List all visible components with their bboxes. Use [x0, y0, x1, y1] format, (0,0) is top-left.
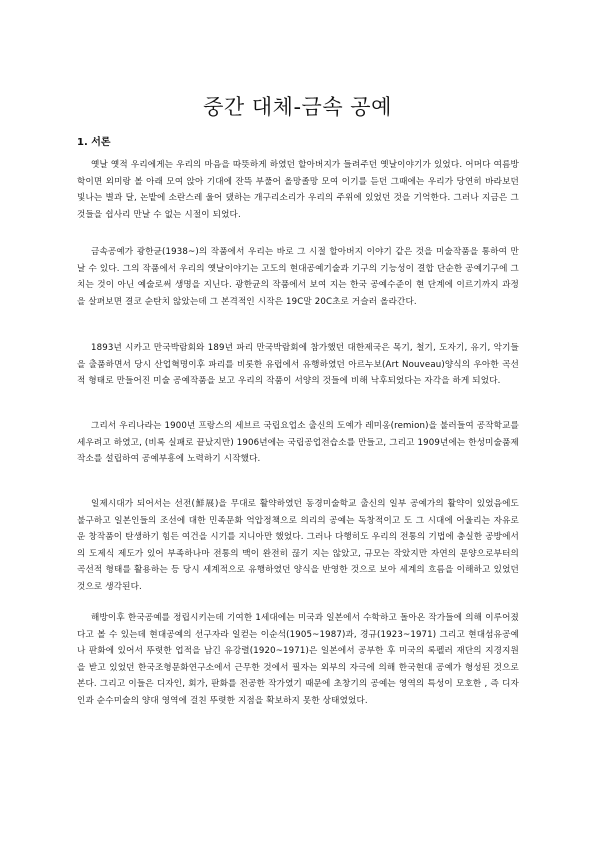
paragraph: 그리서 우리나라는 1900년 프랑스의 세브르 국립요업소 출신의 도예가 레미옹(remion)을 불러들여 공작학교를 세우려고 하였고, (비록 실패로 끝났지만) 1906년에는 국립공업전습소를 만들고, 그리고 1909년에는 한성미술품제작소를 설립하여 공예부흥에 노력하기 시작했다. — [77, 421, 519, 464]
paragraph: 일제시대가 되어서는 선전(鮮展)을 무대로 활약하였던 동경미술학교 출신의 일부 공예가의 활약이 있었음에도 불구하고 일본인들의 조선에 대한 민족문화 억압정책으로 의리의 공예는 독창적이고 도 그 시대에 어울리는 자유로운 창작품이 탄생하기 힘든 여건을 시기를 지니아만 했었다. 그러나 다행히도 우리의 전통의 기법에 충실한 공방에서의 도제식 제도가 있어 부족하나마 전통의 맥이 완전히 끊기 지는 않았고, 규모는 작았지만 자연의 문양으로부터의 곡선적 형태를 활용하는 등 당시 세계적으로 유행하였던 양식을 반영한 것으로 보아 세계의 흐름을 이해하고 있었던 것으로 생각된다. — [77, 499, 519, 592]
paragraph: 금속공예가 광한균(1938~)의 작품에서 우리는 바로 그 시절 할아버지 이야기 같은 것을 미술작품을 통하여 만날 수 있다. 그의 작품에서 우리의 옛날이야기는 고도의 현대공예기술과 기구의 기능성이 결합 단순한 공예기구에 그치는 것이 아닌 예술로써 생명을 지닌다. 광한균의 작품에서 보여 지는 한국 공예수준이 현 단계에 이르기까지 과정을 살펴보면 결코 순탄치 않았는데 그 본격적인 시작은 19C말 20C초로 거슬러 올라간다. — [77, 247, 519, 307]
section-heading: 1. 서론 — [77, 137, 111, 148]
paragraph: 1893년 시카고 만국박람회와 189년 파리 만국박람회에 참가했던 대한제국은 목기, 철기, 도자기, 유기, 악기들을 출품하면서 당시 산업혁명이후 파리를 비롯한 유럽에서 유행하였던 아르누보(Art Nouveau)양식의 우아한 곡선적 형태로 만들어진 미술 공예작품을 보고 우리의 작품이 서양의 것들에 비해 낙후되었다는 자각을 하게 되었다. — [77, 343, 519, 386]
paragraph: 옛날 옛적 우리에게는 우리의 마음을 따뜻하게 하였던 할아버지가 들려주던 옛날이야기가 있었다. 어머다 여름방학이면 외미랑 볼 아래 모여 앉아 기대에 잔뜩 부풀어 올망졸망 모여 이기를 듣던 그때에는 우리가 당연히 바라보던 빛나는 별과 달, 논밭에 소란스레 울어 댔하는 개구리소리가 우리의 주위에 있었던 것을 기억한다. 그러나 지금은 그것들을 쉽사리 만날 수 없는 시절이 되었다. — [77, 160, 519, 220]
paragraph: 해방이후 한국공예를 정립시키는데 기여한 1세대에는 미국과 일본에서 수학하고 돌아온 작가들에 의해 이루어졌다고 볼 수 있는데 현대공예의 선구자라 일컫는 이순석(1905~1987)과, 경규(1923~1971) 그리고 현대섬유공예나 판화에 있어서 뚜렷한 업적을 남긴 유강렬(1920~1971)은 일본에서 공부한 후 미국의 록펠러 재단의 지경지원을 받고 있었던 한국조형문화연구소에서 근무한 것에서 필자는 외부의 자극에 의해 한국현대 공예가 형성된 것으로 본다. 그리고 이들은 디자인, 회가, 판화를 전공한 작가였기 때문에 초창기의 공예는 영역의 특성이 모호한 , 즉 디자인과 순수미술의 양대 영역에 걸친 뚜렷한 지점을 확보하지 못한 상태였었다. — [77, 613, 519, 706]
document-title: 중간 대체-금속 공예 — [203, 95, 392, 119]
